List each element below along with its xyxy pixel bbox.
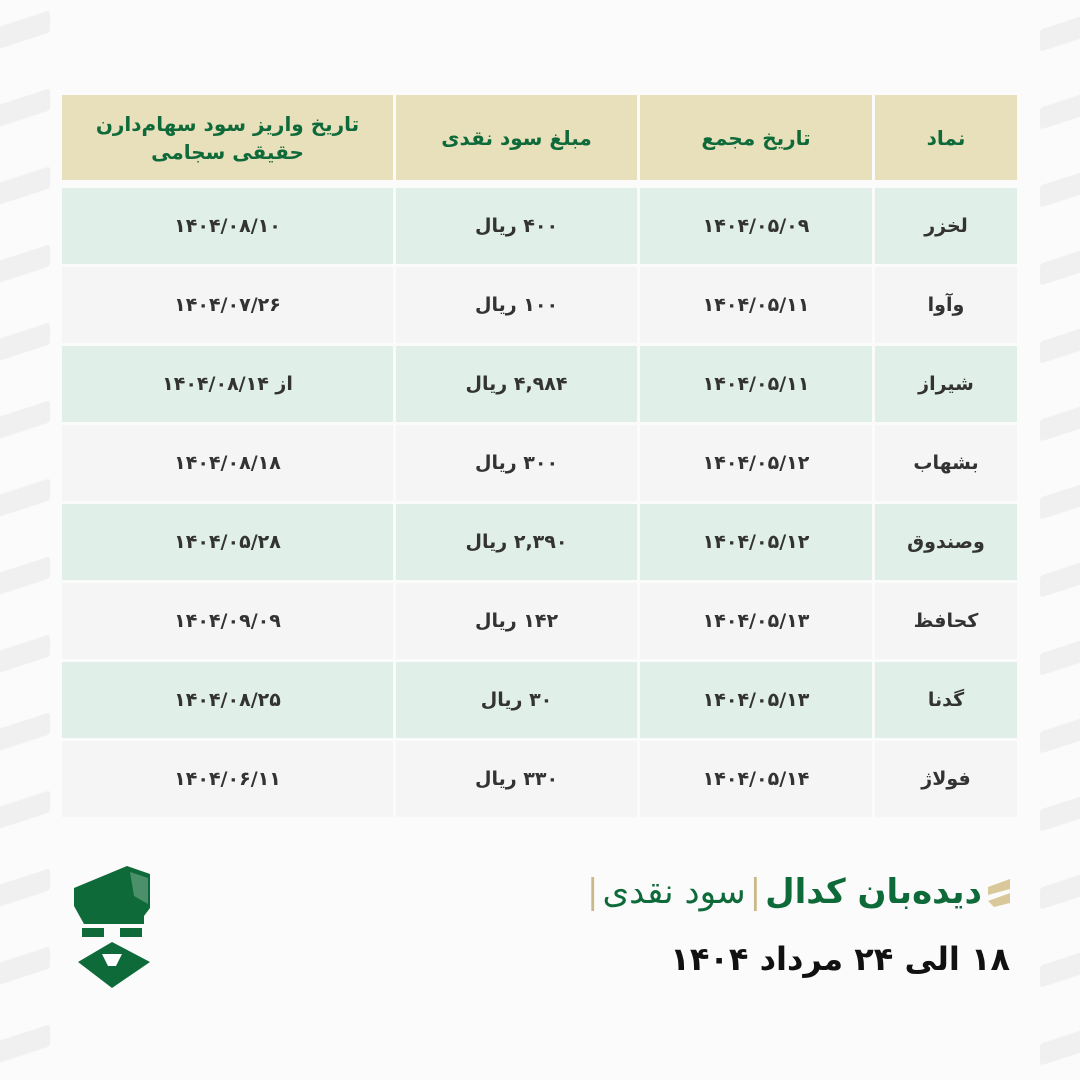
header-payment-date: تاریخ واریز سود سهام‌دارن حقیقی سجامی <box>62 95 393 180</box>
background-stripe <box>1040 634 1080 675</box>
background-stripe <box>0 868 50 909</box>
header-dividend-amount: مبلغ سود نقدی <box>396 95 637 180</box>
cell-dividend-amount: ۳۰ ریال <box>396 662 637 738</box>
background-stripe <box>0 556 50 597</box>
background-stripe <box>1040 400 1080 441</box>
cell-dividend-amount: ۳۰۰ ریال <box>396 425 637 501</box>
cell-symbol: وصندوق <box>875 504 1017 580</box>
background-stripe <box>1040 88 1080 129</box>
cell-payment-date: ۱۴۰۴/۰۸/۱۰ <box>62 188 393 264</box>
brand-chevron-icon <box>988 877 1010 907</box>
brand-title <box>583 872 1010 912</box>
background-stripe <box>1040 712 1080 753</box>
cell-payment-date: ۱۴۰۴/۰۸/۲۵ <box>62 662 393 738</box>
cell-payment-date: از ۱۴۰۴/۰۸/۱۴ <box>62 346 393 422</box>
dividend-table <box>62 95 1017 817</box>
background-stripe <box>0 712 50 753</box>
cell-meeting-date: ۱۴۰۴/۰۵/۱۴ <box>640 741 872 817</box>
cell-symbol: وآوا <box>875 267 1017 343</box>
background-stripe <box>0 400 50 441</box>
cell-symbol: گدنا <box>875 662 1017 738</box>
background-stripe <box>1040 322 1080 363</box>
background-stripe <box>1040 10 1080 51</box>
cell-symbol: کحافظ <box>875 583 1017 659</box>
background-stripe <box>1040 790 1080 831</box>
cell-symbol: شیراز <box>875 346 1017 422</box>
background-stripe <box>1040 946 1080 987</box>
background-stripe <box>1040 244 1080 285</box>
cell-dividend-amount: ۲,۳۹۰ ریال <box>396 504 637 580</box>
codal-logo-icon <box>72 866 157 992</box>
cell-meeting-date: ۱۴۰۴/۰۵/۰۹ <box>640 188 872 264</box>
background-stripe <box>1040 478 1080 519</box>
cell-dividend-amount: ۴,۹۸۴ ریال <box>396 346 637 422</box>
cell-dividend-amount: ۴۰۰ ریال <box>396 188 637 264</box>
cell-symbol: فولاژ <box>875 741 1017 817</box>
cell-meeting-date: ۱۴۰۴/۰۵/۱۲ <box>640 504 872 580</box>
background-stripe <box>0 946 50 987</box>
cell-meeting-date: ۱۴۰۴/۰۵/۱۱ <box>640 267 872 343</box>
cell-meeting-date: ۱۴۰۴/۰۵/۱۳ <box>640 662 872 738</box>
cell-dividend-amount: ۳۳۰ ریال <box>396 741 637 817</box>
cell-meeting-date: ۱۴۰۴/۰۵/۱۲ <box>640 425 872 501</box>
brand-name: دیده‌بان کدال <box>765 872 982 912</box>
background-stripe <box>0 478 50 519</box>
separator: | <box>749 872 762 912</box>
background-stripe <box>1040 556 1080 597</box>
background-stripe <box>1040 1024 1080 1065</box>
header-meeting-date: تاریخ مجمع <box>640 95 872 180</box>
cell-symbol: لخزر <box>875 188 1017 264</box>
header-symbol: نماد <box>875 95 1017 180</box>
date-range: ۱۸ الی ۲۴ مرداد ۱۴۰۴ <box>670 940 1010 978</box>
header-gap <box>62 183 1017 185</box>
background-stripe <box>1040 166 1080 207</box>
cell-payment-date: ۱۴۰۴/۰۶/۱۱ <box>62 741 393 817</box>
cell-meeting-date: ۱۴۰۴/۰۵/۱۱ <box>640 346 872 422</box>
subtitle: سود نقدی <box>602 872 746 912</box>
background-stripe <box>0 322 50 363</box>
background-stripe <box>0 244 50 285</box>
background-stripe <box>0 88 50 129</box>
cell-payment-date: ۱۴۰۴/۰۹/۰۹ <box>62 583 393 659</box>
background-stripe <box>1040 868 1080 909</box>
background-stripe <box>0 10 50 51</box>
cell-symbol: بشهاب <box>875 425 1017 501</box>
cell-payment-date: ۱۴۰۴/۰۸/۱۸ <box>62 425 393 501</box>
background-stripe <box>0 790 50 831</box>
background-stripe <box>0 166 50 207</box>
cell-payment-date: ۱۴۰۴/۰۵/۲۸ <box>62 504 393 580</box>
background-stripe <box>0 634 50 675</box>
cell-meeting-date: ۱۴۰۴/۰۵/۱۳ <box>640 583 872 659</box>
cell-payment-date: ۱۴۰۴/۰۷/۲۶ <box>62 267 393 343</box>
cell-dividend-amount: ۱۰۰ ریال <box>396 267 637 343</box>
cell-dividend-amount: ۱۴۲ ریال <box>396 583 637 659</box>
background-stripe <box>0 1024 50 1065</box>
separator-end: | <box>587 872 599 912</box>
